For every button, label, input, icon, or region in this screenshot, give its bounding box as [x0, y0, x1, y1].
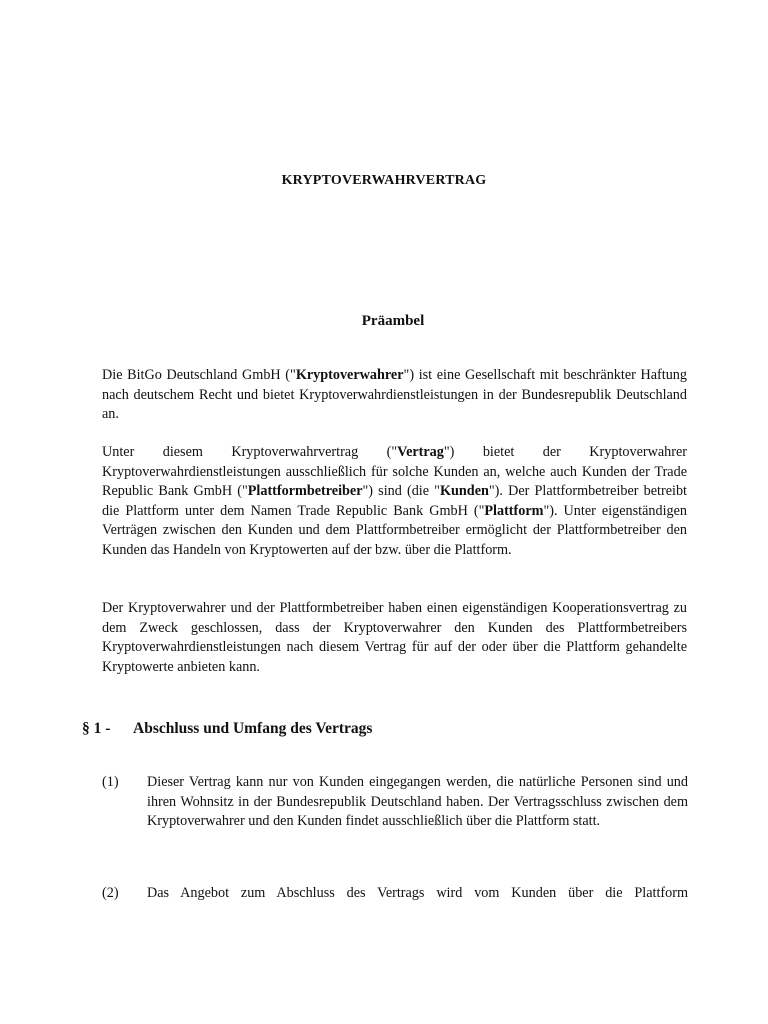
article-title: Abschluss und Umfang des Vertrags	[133, 720, 373, 737]
document-title: KRYPTOVERWAHRVERTRAG	[281, 173, 487, 188]
article-heading	[82, 720, 702, 738]
article-number: § 1 -	[82, 720, 111, 737]
clause-1	[102, 773, 688, 832]
clause-text: Dieser Vertrag kann nur von Kunden eingegangen werden, die natürliche Personen sind und ihren Wohnsitz in der Bundesrepublik Deutschland haben. Der Vertragsschluss zwischen dem Kryptoverwahrer und den Kunden findet ausschließlich über die Plattform statt.	[147, 774, 688, 829]
preamble-paragraph-3	[102, 599, 687, 677]
defined-term-plattform: Plattform	[484, 502, 544, 519]
preamble-paragraph-2	[102, 443, 687, 560]
paragraph-text: Die BitGo Deutschland GmbH ("	[102, 367, 296, 383]
paragraph-text: "). Der Plattformbetreiber betreibt die Plattform unter dem Namen Trade Republic Bank GmbH ("	[102, 483, 687, 519]
clause-number: (2)	[102, 885, 119, 901]
defined-term-plattformbetreiber: Plattformbetreiber	[247, 483, 363, 499]
paragraph-text: ") ist eine Gesellschaft mit beschränkter Haftung nach deutschem Recht und bietet Kryptoverwahrdienstleistungen in der Bundesrepublik Deutschland an.	[102, 367, 687, 422]
defined-term-vertrag: Vertrag	[397, 444, 444, 460]
paragraph-text: Unter diesem Kryptoverwahrvertrag ("	[102, 444, 398, 460]
paragraph-text: "). Unter eigenständigen Verträgen zwischen den Kunden und dem Plattformbetreiber ermöglicht der Plattformbetreiber den Kunden das Handeln von Kryptowerten auf der bzw. über die Plattform.	[102, 502, 687, 558]
paragraph-text: ") sind (die "	[362, 483, 440, 499]
preamble-paragraph-1	[102, 366, 687, 425]
clause-text: Das Angebot zum Abschluss des Vertrags wird vom Kunden über die Plattform	[147, 885, 688, 901]
defined-term-kryptoverwahrer: Kryptoverwahrer	[295, 367, 404, 383]
clause-2	[102, 884, 688, 904]
clause-number: (1)	[102, 774, 119, 790]
paragraph-text: ") bietet der Kryptoverwahrer Kryptoverwahrdienstleistungen ausschließlich für solche Kunden an, welche auch Kunden der Trade Republic Bank GmbH ("	[102, 444, 687, 499]
defined-term-kunden: Kunden	[439, 483, 489, 499]
preamble-heading: Präambel	[361, 313, 425, 329]
paragraph-text: Der Kryptoverwahrer und der Plattformbetreiber haben einen eigenständigen Kooperationsvertrag zu dem Zweck geschlossen, dass der Kryptoverwahrer den Kunden des Plattformbetreibers Kryptoverwahrdienstleistungen nach diesem Vertrag für auf der oder über die Plattform gehandelte Kryptowerte anbieten kann.	[102, 600, 687, 675]
